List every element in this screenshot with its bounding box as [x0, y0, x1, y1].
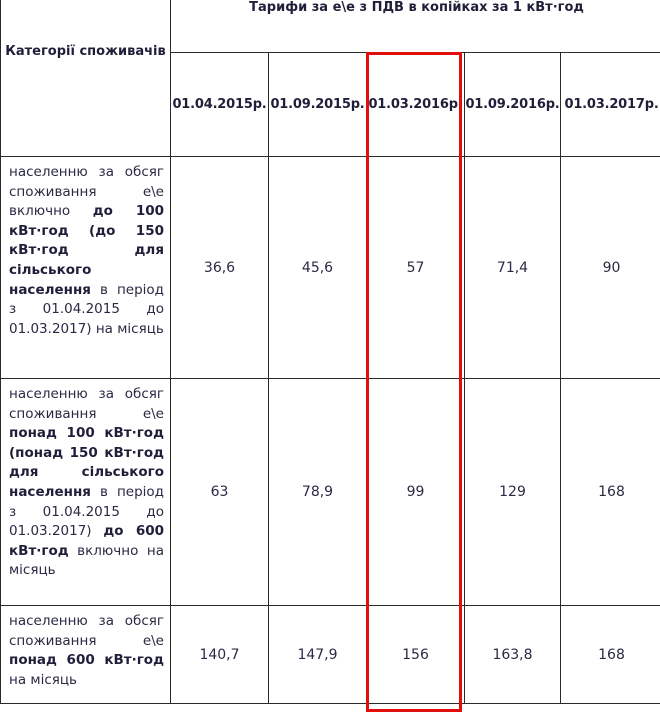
row-1-value-5: 90 — [561, 157, 660, 379]
row-3-value-3: 156 — [367, 606, 465, 704]
row-2-value-4: 129 — [465, 379, 561, 606]
description-segment: в період з 01.04.2015 до 01.03.2017) на місяць — [9, 282, 164, 337]
date-header-5: 01.03.2017р. — [561, 53, 660, 157]
table-row — [1, 606, 660, 704]
description-segment: на місяць — [9, 672, 77, 688]
row-2-value-3: 99 — [367, 379, 465, 606]
date-header-1: 01.04.2015р. — [171, 53, 269, 157]
row-2-value-1: 63 — [171, 379, 269, 606]
tariff-title: Тарифи за е\е з ПДВ в копійках за 1 кВт·год — [171, 0, 660, 15]
description-segment: до 100 кВт·год — [9, 203, 164, 239]
row-3-value-2: 147,9 — [269, 606, 367, 704]
description-segment: понад 600 кВт·год — [9, 652, 164, 668]
category-header: Категорії споживачів — [1, 44, 170, 59]
row-1-value-4: 71,4 — [465, 157, 561, 379]
row-3-description — [1, 606, 171, 704]
row-3-value-4: 163,8 — [465, 606, 561, 704]
tariff-title-cell — [171, 0, 660, 53]
date-header-2: 01.09.2015р. — [269, 53, 367, 157]
description-segment: (до 150 кВт·год — [9, 223, 164, 259]
description-segment: в період з 01.04.2015 до 01.03.2017) — [9, 484, 164, 539]
description-segment: понад 100 кВт·год — [9, 425, 164, 441]
row-2-value-2: 78,9 — [269, 379, 367, 606]
row-1-description — [1, 157, 171, 379]
category-header-cell — [1, 0, 171, 157]
description-segment: (понад 150 кВт·год — [9, 445, 164, 461]
row-3-value-1: 140,7 — [171, 606, 269, 704]
description-segment: населенню за обсяг споживання е\е — [9, 386, 164, 422]
row-1-value-3: 57 — [367, 157, 465, 379]
table-row — [1, 157, 660, 379]
row-3-value-5: 168 — [561, 606, 660, 704]
row-1-value-2: 45,6 — [269, 157, 367, 379]
table-row — [1, 379, 660, 606]
description-segment: для сільського населення — [9, 464, 164, 500]
row-1-value-1: 36,6 — [171, 157, 269, 379]
date-header-4: 01.09.2016р. — [465, 53, 561, 157]
row-2-description — [1, 379, 171, 606]
description-segment: включно на місяць — [9, 543, 164, 579]
description-segment: населенню за обсяг споживання е\е включно — [9, 164, 164, 219]
description-segment: до 600 кВт·год — [9, 523, 164, 559]
description-segment: населенню за обсяг споживання е\е — [9, 613, 164, 649]
date-header-3: 01.03.2016р. — [367, 53, 465, 157]
description-segment: для сільського населення — [9, 242, 164, 297]
row-2-value-5: 168 — [561, 379, 660, 606]
